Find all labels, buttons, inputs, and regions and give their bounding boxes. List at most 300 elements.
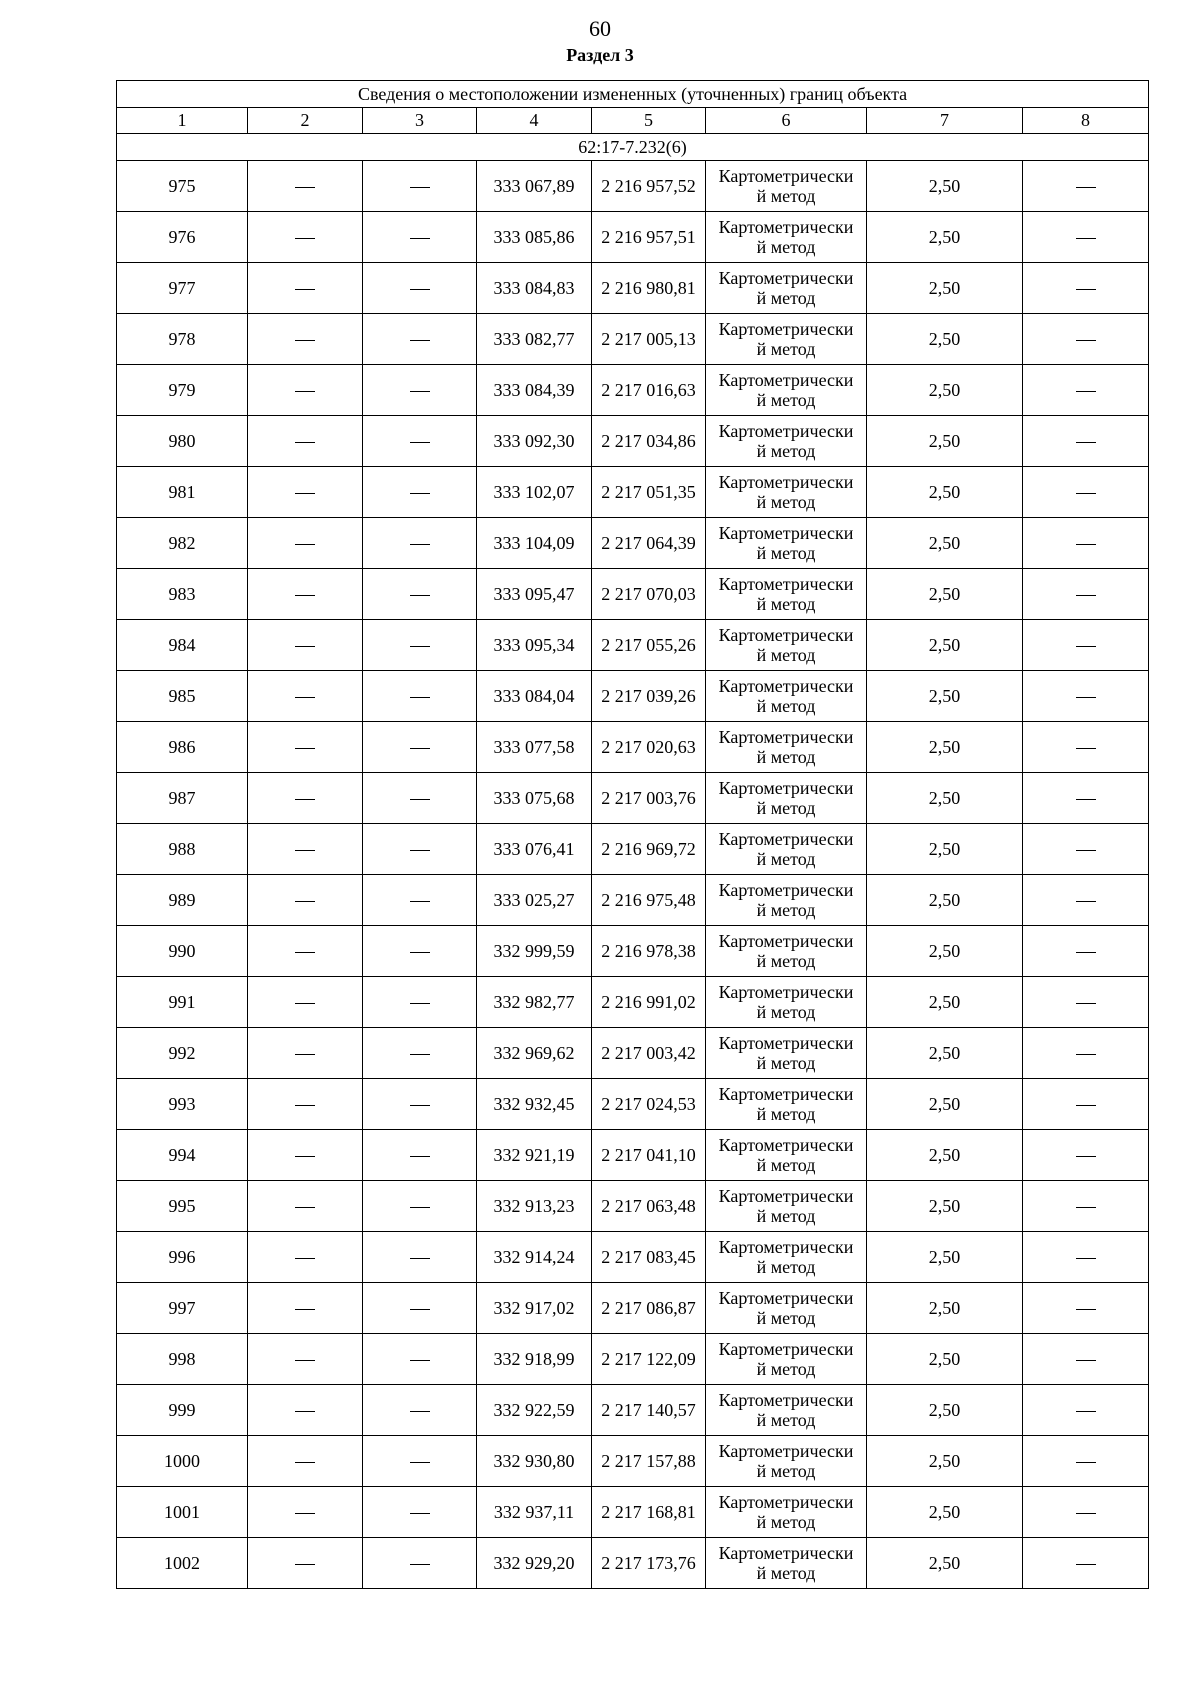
dash (410, 187, 430, 188)
description-cell (1023, 416, 1149, 467)
description-cell (1023, 1385, 1149, 1436)
dash (295, 391, 315, 392)
method-line2: й метод (756, 1104, 816, 1124)
dash (1076, 901, 1096, 902)
table-row (117, 1232, 1149, 1283)
x-coordinate: 333 082,77 (477, 314, 592, 365)
y-coordinate: 2 217 003,76 (592, 773, 706, 824)
old-y-cell (363, 467, 477, 518)
method-cell (706, 212, 867, 263)
dash (1076, 1105, 1096, 1106)
method-line1: Картометрически (718, 1288, 854, 1308)
description-cell (1023, 926, 1149, 977)
y-coordinate: 2 217 122,09 (592, 1334, 706, 1385)
old-x-cell (248, 1079, 363, 1130)
method-line2: й метод (756, 798, 816, 818)
old-y-cell (363, 1079, 477, 1130)
dash (410, 1003, 430, 1004)
old-x-cell (248, 1130, 363, 1181)
point-number: 987 (117, 773, 248, 824)
old-y-cell (363, 1385, 477, 1436)
old-y-cell (363, 1436, 477, 1487)
description-cell (1023, 977, 1149, 1028)
dash (295, 1513, 315, 1514)
accuracy-value: 2,50 (867, 212, 1023, 263)
dash (410, 646, 430, 647)
dash (295, 1054, 315, 1055)
method-cell (706, 1181, 867, 1232)
x-coordinate: 332 969,62 (477, 1028, 592, 1079)
method-line2: й метод (756, 543, 816, 563)
column-number: 5 (592, 108, 706, 134)
description-cell (1023, 1334, 1149, 1385)
method-line2: й метод (756, 1512, 816, 1532)
y-coordinate: 2 217 051,35 (592, 467, 706, 518)
dash (1076, 1513, 1096, 1514)
dash (1076, 238, 1096, 239)
method-line1: Картометрически (718, 880, 854, 900)
column-number: 6 (706, 108, 867, 134)
x-coordinate: 333 095,34 (477, 620, 592, 671)
method-line1: Картометрически (718, 676, 854, 696)
table-row (117, 212, 1149, 263)
old-x-cell (248, 569, 363, 620)
description-cell (1023, 263, 1149, 314)
old-y-cell (363, 416, 477, 467)
x-coordinate: 333 084,04 (477, 671, 592, 722)
accuracy-value: 2,50 (867, 773, 1023, 824)
dash (410, 697, 430, 698)
method-line1: Картометрически (718, 1339, 854, 1359)
accuracy-value: 2,50 (867, 620, 1023, 671)
old-y-cell (363, 365, 477, 416)
method-cell (706, 824, 867, 875)
table-row (117, 161, 1149, 212)
y-coordinate: 2 217 055,26 (592, 620, 706, 671)
y-coordinate: 2 217 063,48 (592, 1181, 706, 1232)
dash (1076, 1411, 1096, 1412)
old-x-cell (248, 1436, 363, 1487)
table-row (117, 569, 1149, 620)
old-x-cell (248, 773, 363, 824)
description-cell (1023, 773, 1149, 824)
dash (410, 391, 430, 392)
method-cell (706, 314, 867, 365)
x-coordinate: 332 937,11 (477, 1487, 592, 1538)
method-line2: й метод (756, 645, 816, 665)
table-row (117, 671, 1149, 722)
method-cell (706, 1385, 867, 1436)
method-cell (706, 926, 867, 977)
method-line2: й метод (756, 441, 816, 461)
dash (410, 1105, 430, 1106)
old-x-cell (248, 1232, 363, 1283)
dash (1076, 1054, 1096, 1055)
method-line1: Картометрически (718, 625, 854, 645)
dash (295, 1411, 315, 1412)
description-cell (1023, 1232, 1149, 1283)
dash (295, 1360, 315, 1361)
old-y-cell (363, 263, 477, 314)
dash (1076, 493, 1096, 494)
x-coordinate: 333 102,07 (477, 467, 592, 518)
old-x-cell (248, 1334, 363, 1385)
method-line2: й метод (756, 1410, 816, 1430)
dash (1076, 442, 1096, 443)
column-number: 8 (1023, 108, 1149, 134)
dash (410, 238, 430, 239)
table-row (117, 620, 1149, 671)
old-x-cell (248, 1487, 363, 1538)
method-cell (706, 671, 867, 722)
method-line2: й метод (756, 951, 816, 971)
dash (295, 952, 315, 953)
method-line1: Картометрически (718, 829, 854, 849)
dash (410, 1360, 430, 1361)
point-number: 996 (117, 1232, 248, 1283)
y-coordinate: 2 217 140,57 (592, 1385, 706, 1436)
method-line2: й метод (756, 1461, 816, 1481)
dash (295, 646, 315, 647)
old-x-cell (248, 875, 363, 926)
accuracy-value: 2,50 (867, 875, 1023, 926)
point-number: 985 (117, 671, 248, 722)
y-coordinate: 2 216 991,02 (592, 977, 706, 1028)
method-cell (706, 1232, 867, 1283)
old-y-cell (363, 1130, 477, 1181)
description-cell (1023, 1538, 1149, 1589)
dash (295, 187, 315, 188)
method-cell (706, 875, 867, 926)
method-line2: й метод (756, 594, 816, 614)
dash (295, 1309, 315, 1310)
method-cell (706, 1028, 867, 1079)
object-id: 62:17-7.232(6) (117, 134, 1149, 161)
method-cell (706, 1334, 867, 1385)
method-line1: Картометрически (718, 1543, 854, 1563)
table-row (117, 467, 1149, 518)
table-row (117, 365, 1149, 416)
method-line2: й метод (756, 849, 816, 869)
dash (295, 442, 315, 443)
point-number: 983 (117, 569, 248, 620)
method-line1: Картометрически (718, 523, 854, 543)
point-number: 989 (117, 875, 248, 926)
dash (410, 340, 430, 341)
point-number: 998 (117, 1334, 248, 1385)
old-y-cell (363, 314, 477, 365)
method-line1: Картометрически (718, 1084, 854, 1104)
dash (1076, 1207, 1096, 1208)
old-y-cell (363, 875, 477, 926)
method-line1: Картометрически (718, 268, 854, 288)
method-line2: й метод (756, 1053, 816, 1073)
method-line2: й метод (756, 1563, 816, 1583)
y-coordinate: 2 217 173,76 (592, 1538, 706, 1589)
dash (410, 952, 430, 953)
method-line1: Картометрически (718, 370, 854, 390)
table-row (117, 1385, 1149, 1436)
method-line1: Картометрически (718, 1186, 854, 1206)
point-number: 980 (117, 416, 248, 467)
dash (295, 544, 315, 545)
method-line2: й метод (756, 339, 816, 359)
table-row (117, 722, 1149, 773)
dash (410, 595, 430, 596)
dash (295, 697, 315, 698)
accuracy-value: 2,50 (867, 1181, 1023, 1232)
column-number: 2 (248, 108, 363, 134)
point-number: 978 (117, 314, 248, 365)
dash (295, 901, 315, 902)
old-x-cell (248, 977, 363, 1028)
x-coordinate: 333 076,41 (477, 824, 592, 875)
method-line2: й метод (756, 237, 816, 257)
method-cell (706, 1436, 867, 1487)
dash (410, 1207, 430, 1208)
dash (295, 850, 315, 851)
x-coordinate: 333 075,68 (477, 773, 592, 824)
table-row (117, 875, 1149, 926)
method-line1: Картометрически (718, 472, 854, 492)
accuracy-value: 2,50 (867, 365, 1023, 416)
table-row (117, 1538, 1149, 1589)
description-cell (1023, 467, 1149, 518)
old-y-cell (363, 1283, 477, 1334)
dash (1076, 391, 1096, 392)
dash (1076, 799, 1096, 800)
dash (295, 238, 315, 239)
dash (410, 1462, 430, 1463)
dash (410, 289, 430, 290)
method-line1: Картометрически (718, 982, 854, 1002)
method-cell (706, 518, 867, 569)
description-cell (1023, 365, 1149, 416)
description-cell (1023, 671, 1149, 722)
x-coordinate: 332 999,59 (477, 926, 592, 977)
old-y-cell (363, 1334, 477, 1385)
method-line1: Картометрически (718, 1492, 854, 1512)
dash (410, 1309, 430, 1310)
accuracy-value: 2,50 (867, 1487, 1023, 1538)
old-y-cell (363, 1181, 477, 1232)
description-cell (1023, 1487, 1149, 1538)
method-line2: й метод (756, 747, 816, 767)
description-cell (1023, 1079, 1149, 1130)
old-x-cell (248, 926, 363, 977)
method-cell (706, 1283, 867, 1334)
old-x-cell (248, 1028, 363, 1079)
dash (410, 1411, 430, 1412)
x-coordinate: 333 077,58 (477, 722, 592, 773)
dash (295, 748, 315, 749)
dash (295, 1003, 315, 1004)
dash (295, 799, 315, 800)
old-y-cell (363, 722, 477, 773)
y-coordinate: 2 216 980,81 (592, 263, 706, 314)
dash (410, 442, 430, 443)
method-line2: й метод (756, 1308, 816, 1328)
old-y-cell (363, 824, 477, 875)
y-coordinate: 2 217 016,63 (592, 365, 706, 416)
dash (410, 799, 430, 800)
dash (1076, 544, 1096, 545)
dash (295, 493, 315, 494)
old-x-cell (248, 365, 363, 416)
column-number: 1 (117, 108, 248, 134)
x-coordinate: 332 982,77 (477, 977, 592, 1028)
y-coordinate: 2 217 086,87 (592, 1283, 706, 1334)
method-line2: й метод (756, 1155, 816, 1175)
point-number: 984 (117, 620, 248, 671)
table-row (117, 1130, 1149, 1181)
point-number: 981 (117, 467, 248, 518)
description-cell (1023, 212, 1149, 263)
dash (410, 544, 430, 545)
method-line1: Картометрически (718, 217, 854, 237)
old-y-cell (363, 518, 477, 569)
old-y-cell (363, 977, 477, 1028)
method-line2: й метод (756, 1257, 816, 1277)
accuracy-value: 2,50 (867, 1130, 1023, 1181)
accuracy-value: 2,50 (867, 1538, 1023, 1589)
point-number: 975 (117, 161, 248, 212)
point-number: 997 (117, 1283, 248, 1334)
point-number: 993 (117, 1079, 248, 1130)
method-line2: й метод (756, 390, 816, 410)
old-y-cell (363, 161, 477, 212)
y-coordinate: 2 217 157,88 (592, 1436, 706, 1487)
old-x-cell (248, 416, 363, 467)
old-x-cell (248, 161, 363, 212)
accuracy-value: 2,50 (867, 1232, 1023, 1283)
old-y-cell (363, 671, 477, 722)
dash (410, 1258, 430, 1259)
dash (1076, 1156, 1096, 1157)
x-coordinate: 333 084,39 (477, 365, 592, 416)
method-cell (706, 263, 867, 314)
x-coordinate: 333 084,83 (477, 263, 592, 314)
accuracy-value: 2,50 (867, 314, 1023, 365)
dash (295, 1105, 315, 1106)
y-coordinate: 2 217 003,42 (592, 1028, 706, 1079)
method-cell (706, 467, 867, 518)
old-x-cell (248, 467, 363, 518)
method-cell (706, 1079, 867, 1130)
description-cell (1023, 875, 1149, 926)
dash (410, 1054, 430, 1055)
description-cell (1023, 569, 1149, 620)
table-caption: Сведения о местоположении измененных (уточненных) границ объекта (117, 81, 1149, 108)
method-line2: й метод (756, 900, 816, 920)
y-coordinate: 2 217 070,03 (592, 569, 706, 620)
method-line1: Картометрически (718, 1135, 854, 1155)
point-number: 995 (117, 1181, 248, 1232)
table-row (117, 1181, 1149, 1232)
method-line1: Картометрически (718, 574, 854, 594)
old-x-cell (248, 824, 363, 875)
accuracy-value: 2,50 (867, 1385, 1023, 1436)
table-row (117, 518, 1149, 569)
column-number-row (117, 108, 1149, 134)
old-x-cell (248, 1283, 363, 1334)
table-row (117, 416, 1149, 467)
accuracy-value: 2,50 (867, 518, 1023, 569)
dash (1076, 1462, 1096, 1463)
old-x-cell (248, 620, 363, 671)
x-coordinate: 332 913,23 (477, 1181, 592, 1232)
method-line2: й метод (756, 1359, 816, 1379)
accuracy-value: 2,50 (867, 671, 1023, 722)
dash (1076, 1309, 1096, 1310)
method-line1: Картометрически (718, 1033, 854, 1053)
description-cell (1023, 1130, 1149, 1181)
description-cell (1023, 824, 1149, 875)
x-coordinate: 332 932,45 (477, 1079, 592, 1130)
point-number: 1000 (117, 1436, 248, 1487)
old-x-cell (248, 314, 363, 365)
description-cell (1023, 161, 1149, 212)
dash (1076, 595, 1096, 596)
method-cell (706, 569, 867, 620)
y-coordinate: 2 216 957,52 (592, 161, 706, 212)
y-coordinate: 2 216 969,72 (592, 824, 706, 875)
table-row (117, 773, 1149, 824)
dash (295, 595, 315, 596)
x-coordinate: 333 104,09 (477, 518, 592, 569)
x-coordinate: 332 929,20 (477, 1538, 592, 1589)
dash (1076, 340, 1096, 341)
old-y-cell (363, 773, 477, 824)
accuracy-value: 2,50 (867, 161, 1023, 212)
accuracy-value: 2,50 (867, 926, 1023, 977)
method-cell (706, 1487, 867, 1538)
dash (1076, 289, 1096, 290)
method-cell (706, 977, 867, 1028)
method-cell (706, 365, 867, 416)
description-cell (1023, 314, 1149, 365)
point-number: 986 (117, 722, 248, 773)
y-coordinate: 2 217 041,10 (592, 1130, 706, 1181)
method-line2: й метод (756, 492, 816, 512)
old-y-cell (363, 1028, 477, 1079)
dash (410, 1156, 430, 1157)
old-y-cell (363, 1232, 477, 1283)
x-coordinate: 333 092,30 (477, 416, 592, 467)
y-coordinate: 2 216 978,38 (592, 926, 706, 977)
table-row (117, 824, 1149, 875)
table-row (117, 1487, 1149, 1538)
accuracy-value: 2,50 (867, 1028, 1023, 1079)
method-line2: й метод (756, 1206, 816, 1226)
table-row (117, 1028, 1149, 1079)
x-coordinate: 333 095,47 (477, 569, 592, 620)
dash (295, 1462, 315, 1463)
x-coordinate: 332 918,99 (477, 1334, 592, 1385)
y-coordinate: 2 217 039,26 (592, 671, 706, 722)
description-cell (1023, 620, 1149, 671)
accuracy-value: 2,50 (867, 1079, 1023, 1130)
point-number: 999 (117, 1385, 248, 1436)
old-x-cell (248, 263, 363, 314)
old-x-cell (248, 671, 363, 722)
dash (295, 1564, 315, 1565)
table-row (117, 977, 1149, 1028)
dash (295, 340, 315, 341)
boundary-table (116, 80, 1149, 1589)
method-line1: Картометрически (718, 1237, 854, 1257)
old-x-cell (248, 1181, 363, 1232)
